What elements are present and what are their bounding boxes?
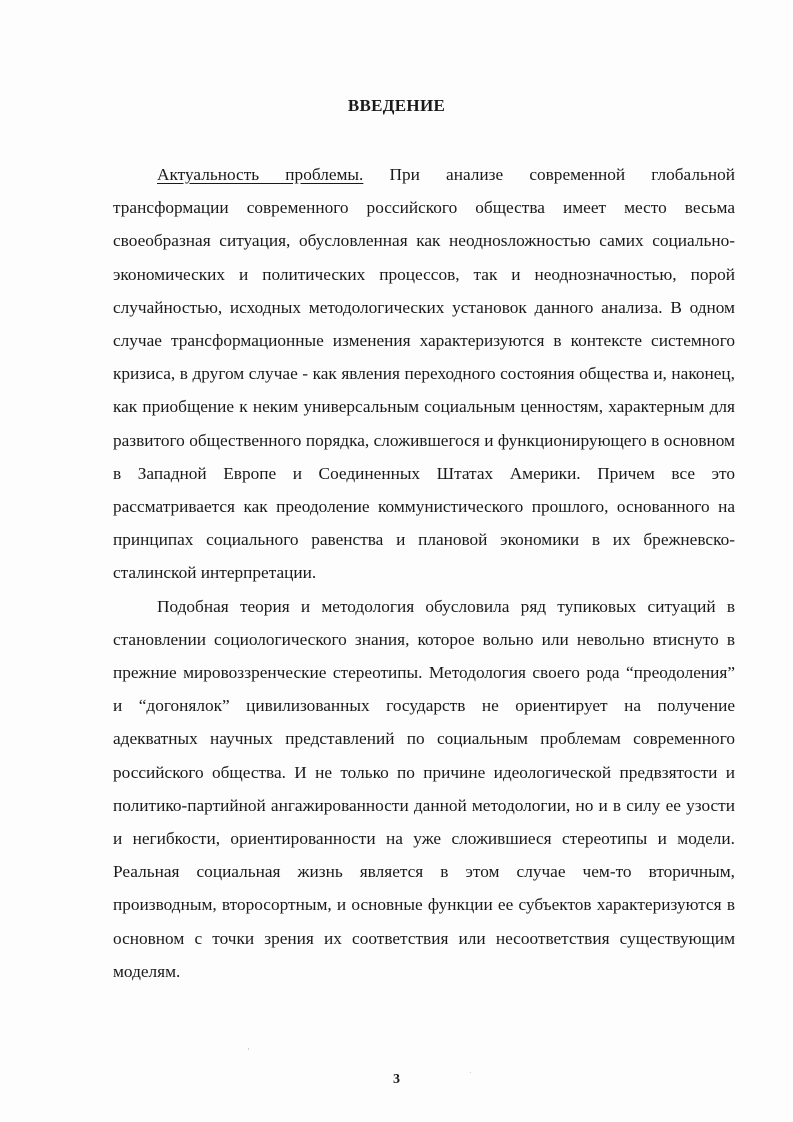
- section-heading: ВВЕДЕНИЕ: [347, 96, 446, 115]
- scan-speck: [248, 1048, 249, 1050]
- paragraph-text-relevance: При анализе современной глобальной трансформации современного российского общества имеет место весьма своеобразная ситуация, обусловленная как неоднosложностью самих социально-экономических и политических процессов, так и неоднозначностью, порой случайностью, исходных методологических установок данного анализа. В одном случае трансформационные изменения характеризуются в контексте системного кризиса, в другом случае - как явления переходного состояния общества и, наконец, как приобщение к неким универсальным социальным ценностям, характерным для развитого общественного порядка, сложившегося и функционирующего в основном в Западной Европе и Соединенных Штатах Америки. Причем все это рассматривается как преодоление коммунистического прошлого, основанного на принципах социального равенства и плановой экономики в их брежневско-сталинской интерпретации.: [113, 165, 735, 583]
- scan-speck: [470, 1072, 471, 1073]
- page-number: 3: [393, 1072, 400, 1087]
- paragraph-text-methodology: Подобная теория и методология обусловила ряд тупиковых ситуаций в становлении социологического знания, которое вольно или невольно втиснуто в прежние мировоззренческие стереотипы. Методология своего рода “преодоления” и “догонялок” цивилизованных государств не ориентирует на получение адекватных научных представлений по социальным проблемам современного российского общества. И не только по причине идеологической предвзятости и политико-партийной ангажированности данной методологии, но и в силу ее узости и негибкости, ориентированности на уже сложившиеся стереотипы и модели. Реальная социальная жизнь является в этом случае чем-то вторичным, производным, второсортным, и основные функции ее субъектов характеризуются в основном с точки зрения их соответствия или несоответствия существующим моделям.: [113, 596, 735, 981]
- paragraph-relevance: [113, 158, 735, 590]
- paragraph-methodology: [113, 590, 735, 988]
- paragraph-lead-relevance: Актуальность проблемы.: [157, 165, 364, 184]
- body-text: [113, 158, 735, 988]
